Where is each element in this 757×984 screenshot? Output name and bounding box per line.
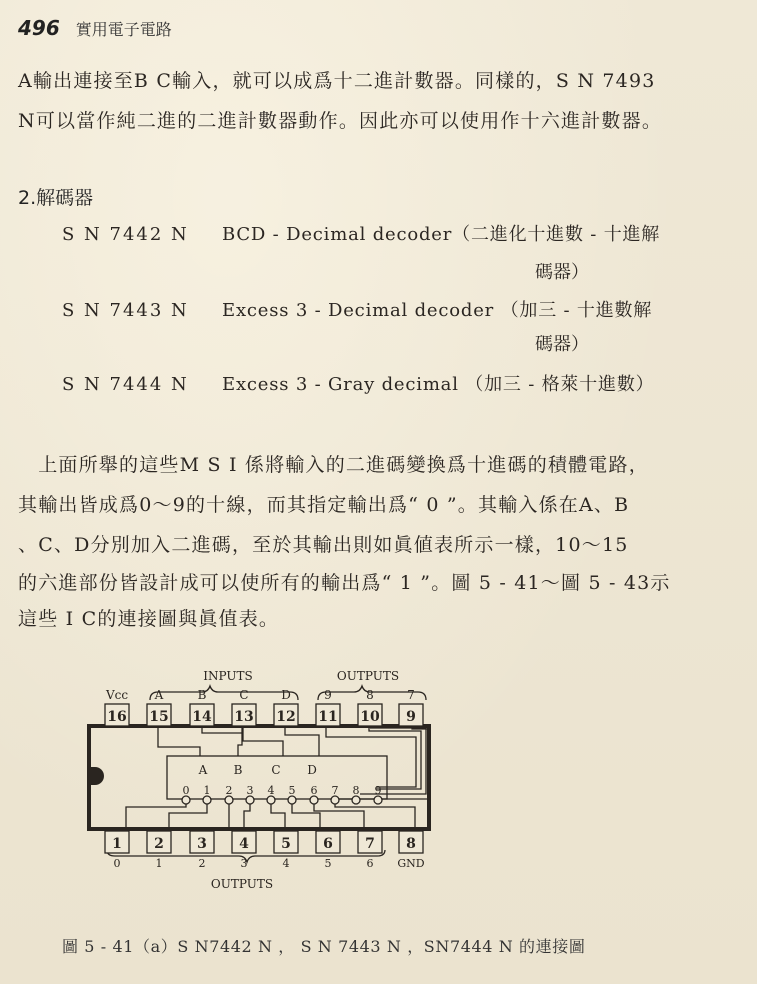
decoder-description-cont: 碼器） <box>535 262 589 283</box>
pin-label: 5 <box>324 857 332 870</box>
pin-number: 11 <box>318 709 338 725</box>
pin-number: 14 <box>192 709 212 725</box>
pin-number: 12 <box>276 709 296 725</box>
pin-number: 13 <box>234 709 254 725</box>
inner-output-label: 9 <box>374 784 382 797</box>
paragraph2-line-4: 的六進部份皆設計成可以使所有的輸出爲“ 1 ”。圖 5 - 41～圖 5 - 43示 <box>18 572 671 594</box>
pin-number: 1 <box>112 836 122 852</box>
pin-label: 1 <box>155 857 163 870</box>
paragraph2-line-5: 這些 I C的連接圖與眞值表。 <box>18 608 280 630</box>
paragraph2-line-2: 其輸出皆成爲0～9的十線，而其指定輸出爲“ 0 ”。其輸入係在A、B <box>18 494 630 516</box>
inner-input-label: A <box>198 763 208 777</box>
pin-number: 8 <box>406 836 416 852</box>
inputs-label: INPUTS <box>203 669 253 683</box>
pin-label: B <box>197 688 207 702</box>
paragraph2-line-3: 、C、D分別加入二進碼，至於其輸出則如眞値表所示一樣，10～15 <box>18 534 629 556</box>
section-title: 2.解碼器 <box>18 187 94 209</box>
inner-output-label: 2 <box>225 784 233 797</box>
figure-caption: 圖 5 - 41（a）S N7442 N ， S N 7443 N ，SN7444 N 的連接圖 <box>62 937 586 956</box>
inner-output-label: 1 <box>203 784 211 797</box>
inner-output-label: 7 <box>331 784 339 797</box>
decoder-description: BCD - Decimal decoder（二進化十進數 - 十進解 <box>222 224 661 245</box>
inner-input-label: D <box>307 763 317 777</box>
outputs-top-label: OUTPUTS <box>336 669 400 683</box>
pin-label: 3 <box>240 857 248 870</box>
pin-label: 4 <box>282 857 290 870</box>
paragraph1-line-2: N可以當作純二進的二進計數器動作。因此亦可以使用作十六進計數器。 <box>18 110 663 132</box>
pin-label: C <box>239 688 249 702</box>
decoder-description-cont: 碼器） <box>535 334 589 355</box>
inner-output-label: 0 <box>182 784 190 797</box>
inner-input-label: C <box>271 763 281 777</box>
pin-number: 6 <box>323 836 333 852</box>
inner-output-label: 4 <box>267 784 275 797</box>
pin-number: 5 <box>281 836 291 852</box>
inner-output-label: 8 <box>352 784 360 797</box>
page-number: 496 <box>18 16 60 40</box>
part-number: S N 7444 N <box>62 374 189 395</box>
outputs-bottom-label: OUTPUTS <box>210 877 274 891</box>
decoder-description: Excess 3 - Decimal decoder （加三 - 十進數解 <box>222 300 653 321</box>
inner-output-label: 5 <box>288 784 296 797</box>
inner-output-label: 3 <box>246 784 254 797</box>
book-title: 實用電子電路 <box>75 20 172 39</box>
inner-output-label: 6 <box>310 784 318 797</box>
pin-label: GND <box>397 857 425 870</box>
pin-number: 2 <box>154 836 164 852</box>
pin-label: Vcc <box>105 688 129 702</box>
pin-label: 8 <box>366 688 374 702</box>
pin-number: 16 <box>107 709 127 725</box>
pin-label: 2 <box>198 857 206 870</box>
pin-number: 4 <box>239 836 249 852</box>
pin-number: 3 <box>197 836 207 852</box>
decoder-description: Excess 3 - Gray decimal （加三 - 格萊十進數） <box>222 374 655 395</box>
pin-number: 10 <box>360 709 380 725</box>
pin-label: 0 <box>113 857 121 870</box>
part-number: S N 7443 N <box>62 300 189 321</box>
pin-label: 6 <box>366 857 374 870</box>
pin-number: 15 <box>149 709 169 725</box>
pin-label: 9 <box>324 688 332 702</box>
inner-input-label: B <box>233 763 243 777</box>
pin-label: D <box>281 688 291 702</box>
paragraph1-line-1: A輸出連接至B C輸入，就可以成爲十二進計數器。同樣的，S N 7493 <box>18 70 656 92</box>
part-number: S N 7442 N <box>62 224 189 245</box>
pin-number: 7 <box>365 836 375 852</box>
pin-label: A <box>154 688 164 702</box>
pin-number: 9 <box>406 709 416 725</box>
pin-label: 7 <box>407 688 415 702</box>
paragraph2-line-1: 上面所舉的這些M S I 係將輸入的二進碼變換爲十進碼的積體電路， <box>18 454 649 476</box>
